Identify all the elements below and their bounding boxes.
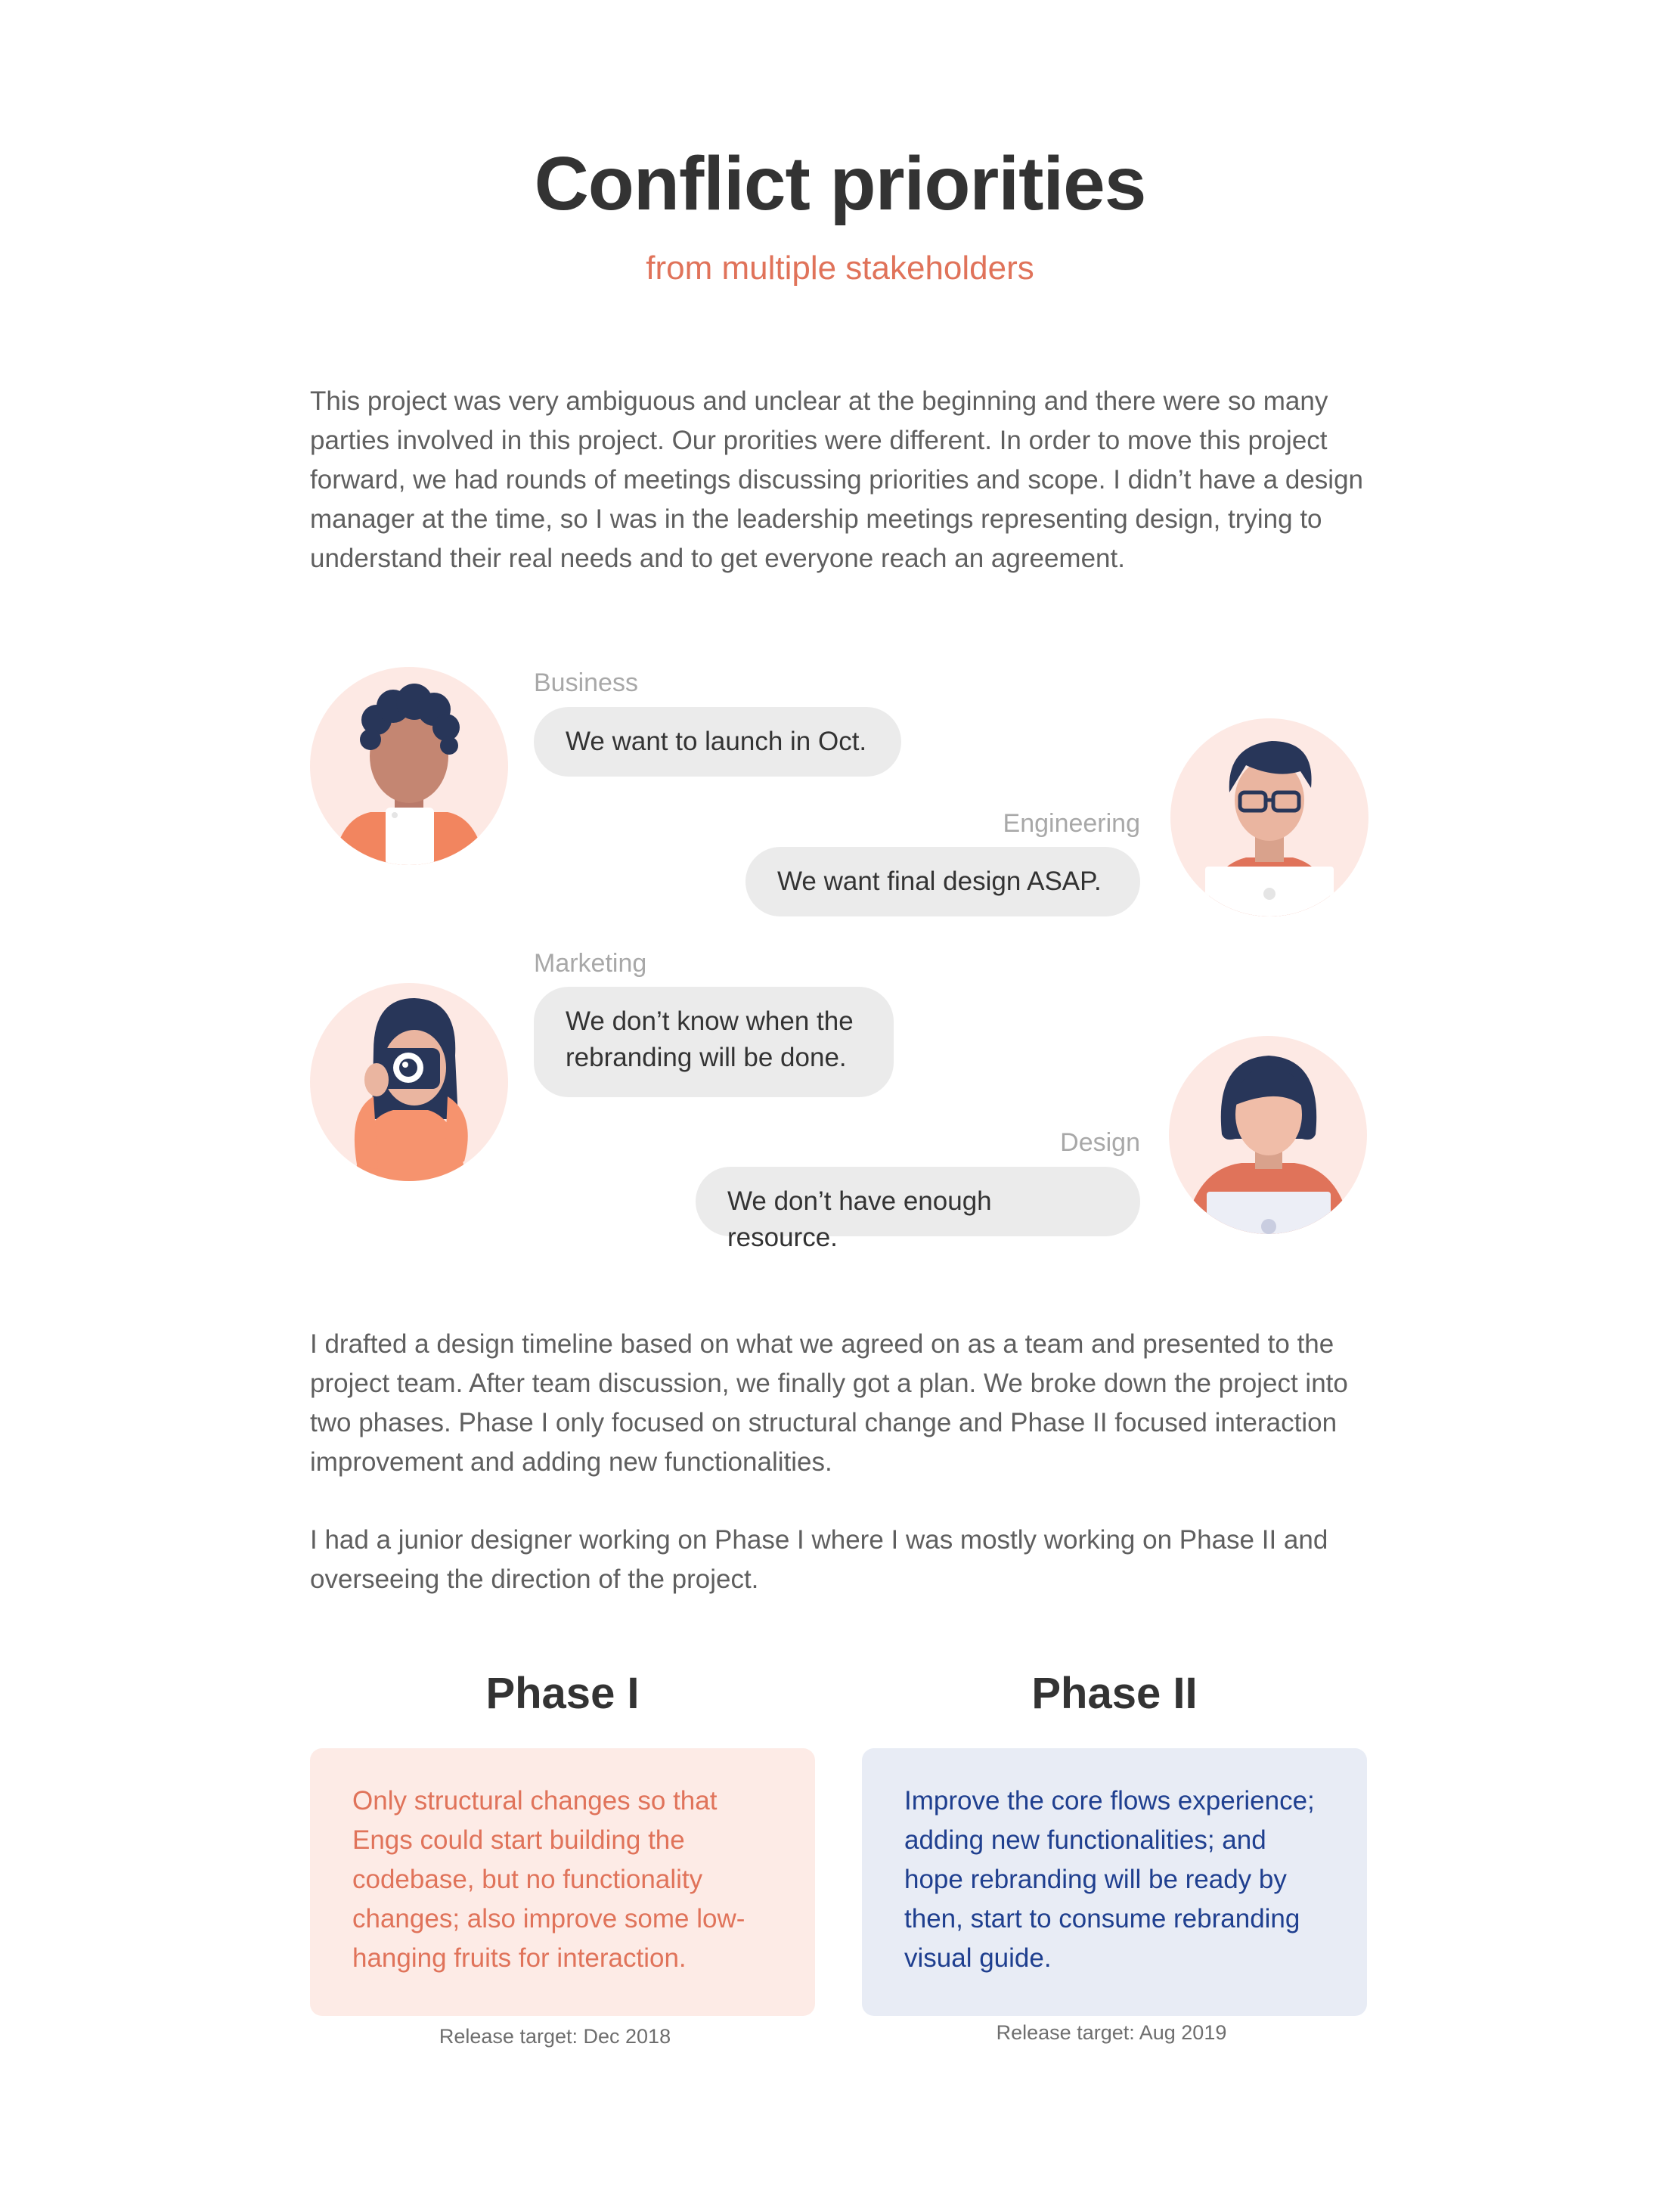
person-curly-hair-icon — [310, 667, 508, 865]
business-avatar — [310, 667, 508, 865]
marketing-message-line-1: We don’t know when the — [566, 1006, 854, 1036]
marketing-role-label: Marketing — [534, 949, 647, 978]
design-role-label: Design — [1060, 1128, 1140, 1157]
intro-paragraph: This project was very ambiguous and unclear at the beginning and there were so many parties involved in this project. Our prorities were different. In order to move this project forward, we had rounds of meetings discussing priorities and scope. I didn’t have a design manager at the time, so I was in the leadership meetings representing design, trying to understand their real needs and to get everyone reach an agreement. — [310, 386, 1364, 573]
phase-1-card — [310, 1748, 815, 2016]
phase-1-release-target: Release target: Dec 2018 — [439, 2025, 671, 2048]
page-title: Conflict priorities — [534, 141, 1146, 226]
business-role-label: Business — [534, 668, 638, 697]
engineering-speech-bubble — [745, 847, 1140, 916]
design-message: We don’t have enough resource. — [727, 1186, 992, 1252]
engineering-role-label: Engineering — [1003, 809, 1140, 838]
phase-2-card — [862, 1748, 1367, 2016]
phase-2-title: Phase II — [1031, 1669, 1198, 1718]
phase-1-description: Only structural changes so that Engs could start building the codebase, but no functionality changes; also improve some low-hanging fruits for interaction. — [352, 1786, 745, 1973]
timeline-paragraph: I drafted a design timeline based on what we agreed on as a team and presented to the project team. After team discussion, we finally got a plan. We broke down the project into two phases. Phase I only focused on structural change and Phase II focused interaction improvement and adding new functionalities. — [310, 1329, 1348, 1477]
phase-1-title: Phase I — [485, 1669, 640, 1718]
marketing-avatar — [310, 983, 508, 1181]
phase-2-release-target: Release target: Aug 2019 — [996, 2021, 1227, 2044]
business-message: We want to launch in Oct. — [566, 727, 867, 756]
business-speech-bubble — [534, 707, 901, 777]
marketing-speech-bubble — [534, 987, 894, 1097]
engineering-avatar — [1170, 718, 1368, 916]
design-speech-bubble — [696, 1167, 1140, 1252]
engineering-message: We want final design ASAP. — [777, 867, 1102, 896]
marketing-message-line-2: rebranding will be done. — [566, 1043, 847, 1072]
person-bob-hair-icon — [1169, 1036, 1367, 1234]
person-camera-icon — [310, 983, 508, 1181]
team-paragraph: I had a junior designer working on Phase I where I was mostly working on Phase II and overseeing the direction of the project. — [310, 1525, 1328, 1594]
phase-2-description: Improve the core flows experience; adding new functionalities; and hope rebranding will be ready by then, start to consume rebranding visual guide. — [904, 1786, 1315, 1973]
design-avatar — [1169, 1036, 1367, 1234]
page-subtitle: from multiple stakeholders — [646, 250, 1034, 287]
person-glasses-icon — [1170, 718, 1368, 916]
